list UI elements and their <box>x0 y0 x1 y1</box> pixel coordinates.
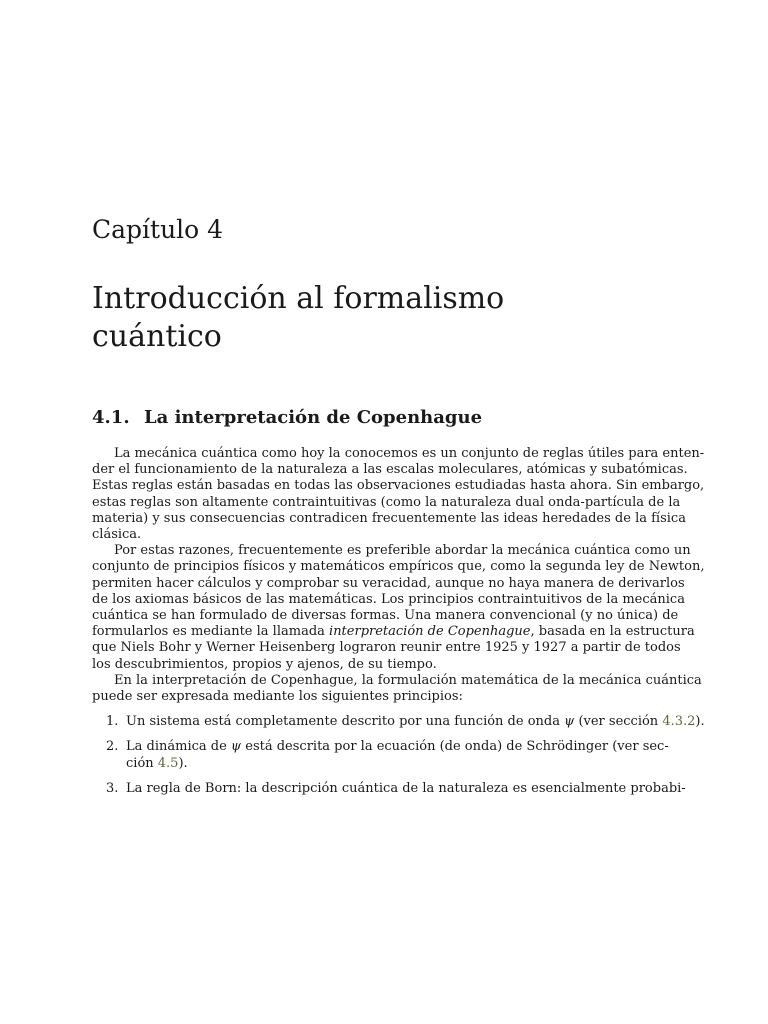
principles-list <box>92 714 705 797</box>
section-title: La interpretación de Copenhague <box>144 407 483 428</box>
psi-symbol: ψ <box>564 714 575 730</box>
paragraph-line: materia) y sus consecuencias contradicen frecuentemente las ideas heredades de la física <box>92 510 686 526</box>
paragraph-line: puede ser expresada mediante los siguientes principios: <box>92 689 463 705</box>
text-fragment: está descrita por la ecuación (de onda) de Schrödinger (ver sec- <box>241 739 669 755</box>
chapter-title-line: Introducción al formalismo <box>92 281 505 316</box>
text-fragment: formularlos es mediante la llamada <box>92 624 330 640</box>
list-marker: 1. <box>106 714 119 730</box>
paragraph-2 <box>92 543 705 673</box>
paragraph-line: cuántica se han formulado de diversas formas. Una manera convencional (y no única) de <box>92 608 679 624</box>
paragraph-line: der el funcionamiento de la naturaleza a las escalas moleculares, atómicas y subatómicas. <box>92 462 688 478</box>
text-fragment: Un sistema está completamente descrito por una función de onda <box>126 714 565 730</box>
body-text <box>92 446 705 806</box>
paragraph-line: clásica. <box>92 527 142 543</box>
chapter-label: Capítulo 4 <box>92 215 224 244</box>
paragraph-3 <box>92 672 702 705</box>
list-item <box>92 714 705 730</box>
text-fragment: ). <box>695 714 705 730</box>
paragraph-1 <box>92 446 705 543</box>
paragraph-line: que Niels Bohr y Werner Heisenberg lograron reunir entre 1925 y 1927 a partir de todos <box>92 640 681 656</box>
paragraph-line <box>92 624 695 640</box>
section-reference-link[interactable]: 4.5 <box>157 755 179 771</box>
paragraph-line: de los axiomas básicos de las matemáticas. Los principios contraintuitivos de la mecánica <box>92 591 685 607</box>
paragraph-line: permiten hacer cálculos y comprobar su veracidad, aunque no haya manera de derivarlos <box>92 575 685 591</box>
text-fragment: La dinámica de <box>126 739 231 755</box>
text-fragment: (ver sección <box>574 714 663 730</box>
paragraph-line: conjunto de principios físicos y matemáticos empíricos que, como la segunda ley de Newton, <box>92 559 705 575</box>
text-fragment: , basada en la estructura <box>530 624 695 640</box>
list-item-line: La regla de Born: la descripción cuántica de la naturaleza es esencialmente probabi- <box>126 780 686 796</box>
emphasized-term: interpretación de Copenhague <box>329 624 531 640</box>
list-item-line <box>126 714 705 730</box>
chapter-title-line: cuántico <box>92 319 222 354</box>
paragraph-line: En la interpretación de Copenhague, la formulación matemática de la mecánica cuántica <box>114 672 702 688</box>
section-heading <box>92 406 482 430</box>
list-item-line <box>126 756 630 772</box>
list-marker: 3. <box>106 780 119 796</box>
list-marker: 2. <box>106 739 119 755</box>
list-item <box>92 739 669 771</box>
section-number: 4.1. <box>92 407 130 428</box>
paragraph-line: estas reglas son altamente contraintuitivas (como la naturaleza dual onda-partícula de la <box>92 494 681 510</box>
list-item-line <box>126 739 669 755</box>
paragraph-line: Estas reglas están basadas en todas las observaciones estudiadas hasta ahora. Sin embargo, <box>92 478 705 494</box>
text-fragment: ). <box>178 755 188 771</box>
text-fragment: ción <box>126 755 158 771</box>
paragraph-line: La mecánica cuántica como hoy la conocemos es un conjunto de reglas útiles para enten- <box>114 446 705 461</box>
paragraph-line: los descubrimientos, propios y ajenos, de su tiempo. <box>92 656 437 672</box>
psi-symbol: ψ <box>230 739 242 755</box>
list-item <box>92 780 686 797</box>
paragraph-line: Por estas razones, frecuentemente es preferible abordar la mecánica cuántica como un <box>114 543 691 559</box>
section-reference-link[interactable]: 4.3.2 <box>662 714 696 730</box>
chapter-title <box>92 280 652 356</box>
